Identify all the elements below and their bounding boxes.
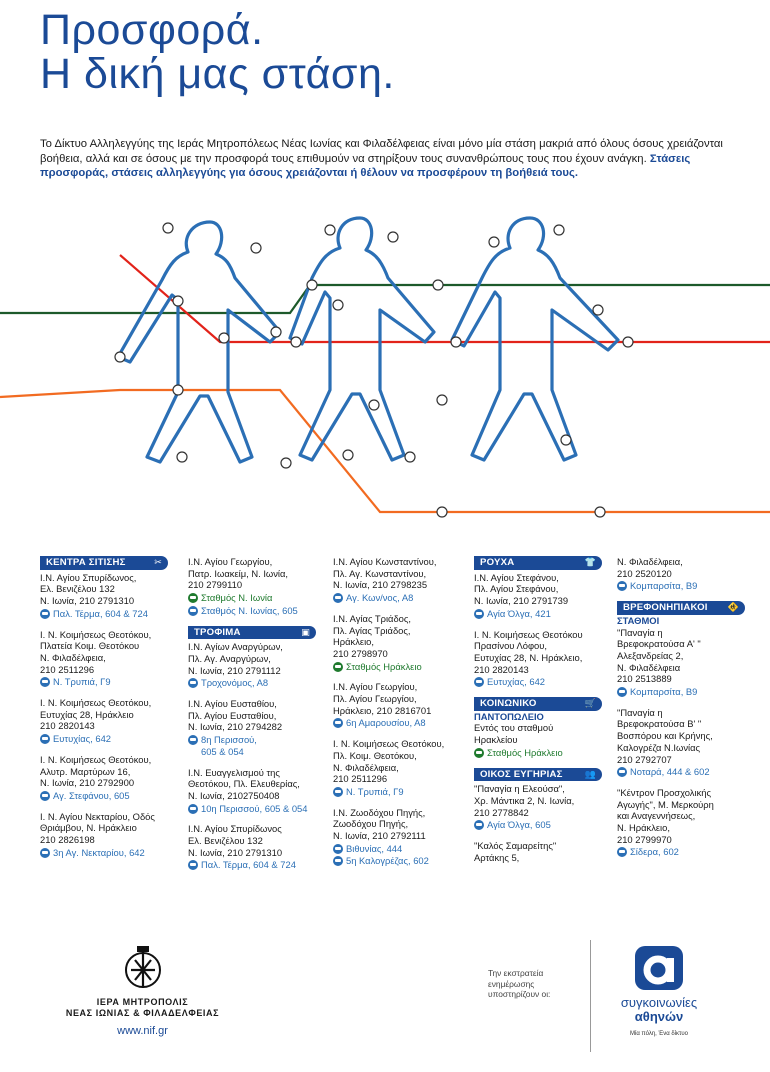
- oasa-logo-icon: [631, 946, 687, 990]
- bus-icon: [40, 609, 50, 619]
- bus-icon: [188, 735, 198, 745]
- list-item: "Παναγία η Ελεούσα", Χρ. Μάντικα 2, Ν. Ιωνία, 210 2778842 Αγία Όλγα, 605: [474, 783, 575, 831]
- figure-middle: [290, 218, 434, 460]
- list-item: Ι. Ν. Κοιμήσεως Θεοτόκου Πρασίνου Λόφου, Ευτυχίας 28, Ν. Ηράκλειο, 210 2820143 Ευτυχίας, 642: [474, 628, 583, 688]
- section-nurseries: [617, 601, 747, 858]
- column-2: [188, 556, 330, 880]
- bus-icon: [188, 606, 198, 616]
- metropolis-name: ΙΕΡΑ ΜΗΤΡΟΠΟΛΙΣ ΝΕΑΣ ΙΩΝΙΑΣ & ΦΙΛΑΔΕΛΦΕΙΑΣ: [65, 997, 220, 1018]
- metropolis-seal-icon: [123, 946, 163, 992]
- page-title: [40, 8, 395, 96]
- section-header-food: ΤΡΟΦΙΜΑ ▣: [188, 626, 316, 640]
- bus-icon: [40, 677, 50, 687]
- metro-line-green: [0, 285, 770, 313]
- shirt-icon: 👕: [584, 557, 596, 567]
- section-elderly-home: [474, 768, 614, 864]
- bus-icon: [40, 791, 50, 801]
- oasa-name-line-1: συγκοινωνίες: [620, 995, 698, 1010]
- bus-icon: [333, 844, 343, 854]
- title-line-1: Προσφορά.: [40, 6, 264, 54]
- section-header-social-grocery: ΚΟΙΝΩΝΙΚΟ 🛒: [474, 697, 602, 711]
- list-item: Ι. Ν. Κοιμήσεως Θεοτόκου, Αλυτρ. Μαρτύρων 16, Ν. Ιωνία, 210 2792900 Αγ. Στεφάνου, 605: [40, 753, 152, 801]
- figure-right: [452, 218, 618, 460]
- intro-paragraph: [40, 137, 740, 180]
- bus-icon: [474, 677, 484, 687]
- list-item: Ι.Ν. Αγίων Αναργύρων, Πλ. Αγ. Αναργύρων, Ν. Ιωνία, 210 2791112 Τροχονόμος, Α8: [188, 641, 283, 689]
- bus-icon: [474, 820, 484, 830]
- bus-icon: [617, 847, 627, 857]
- section-food: [188, 626, 330, 872]
- paper-dolls: [118, 218, 618, 462]
- section-subheader-social-grocery: ΠΑΝΤΟΠΩΛΕΙΟ: [474, 710, 544, 722]
- bus-icon: [333, 856, 343, 866]
- metro-icon: [188, 593, 198, 603]
- section-clothes: [474, 556, 614, 688]
- bus-icon: [474, 609, 484, 619]
- intro-highlight: Στάσεις προσφοράς, στάσεις αλληλεγγύης για όσους χρειάζονται ή θέλουν να προσφέρουν τη βοήθειά τους.: [40, 152, 691, 179]
- list-item: Ι. Ν. Αγίου Νεκταρίου, Οδός Θριάμβου, Ν. Ηράκλειο 210 2826198 3η Αγ. Νεκταρίου, 642: [40, 810, 155, 858]
- title-line-2: Η δική μας στάση.: [40, 50, 395, 98]
- metro-line-orange: [0, 390, 770, 512]
- list-item: Ι. Ν. Κοιμήσεως Θεοτόκου, Πλατεία Κοιμ. Θεοτόκου Ν. Φιλαδέλφεια, 210 2511296 Ν. Τρυπιά, Γ9: [40, 628, 152, 688]
- list-item: Ι.Ν. Ευαγγελισμού της Θεοτόκου, Πλ. Ελευθερίας, Ν. Ιωνία, 2102750408 10η Περισσού, 605 & 054: [188, 766, 308, 814]
- bus-icon: [617, 767, 627, 777]
- list-item: Ι.Ν. Αγίας Τριάδος, Πλ. Αγίας Τριάδος, Ηράκλειο, 210 2798970 Σταθμός Ηράκλειο: [333, 612, 422, 672]
- section-social-grocery: [474, 697, 614, 759]
- section-subheader-nurseries: ΣΤΑΘΜΟΙ: [617, 614, 660, 626]
- metro-icon: [474, 748, 484, 758]
- section-header-nurseries: ΒΡΕΦΟΝΗΠΙΑΚΟΙ 🚸: [617, 601, 745, 615]
- column-5: [617, 556, 747, 867]
- column-3: [333, 556, 471, 876]
- metropolis-logo-block: [30, 946, 255, 1037]
- list-item: Ι.Ν. Αγίου Στεφάνου, Πλ. Αγίου Στεφάνου, Ν. Ιωνία, 210 2791739 Αγία Όλγα, 421: [474, 571, 569, 619]
- list-item: "Παναγία η Βρεφοκρατούσα Β' " Βοσπόρου και Κρήνης, Καλογρέζα Ν.Ιωνίας 210 2792707 Νοταρά, 444 & 602: [617, 706, 713, 778]
- wallet-icon: ▣: [301, 626, 310, 637]
- website-link[interactable]: www.nif.gr: [117, 1025, 168, 1037]
- list-item: "Καλός Σαμαρείτης" Αρτάκης 5,: [474, 840, 557, 863]
- metro-line-red: [120, 255, 770, 342]
- metro-lines: [0, 255, 770, 512]
- oasa-logo-block: [604, 946, 714, 1037]
- section-header-clothes: ΡΟΥΧΑ 👕: [474, 556, 602, 570]
- divider: [590, 940, 591, 1052]
- bus-icon: [40, 848, 50, 858]
- sponsor-text: Την εκστρατεία ενημέρωσης υποστηρίζουν οι:: [488, 968, 551, 999]
- list-item: Ν. Φιλαδέλφεια, 210 2520120 Κομπαρσίτα, Β9: [617, 556, 698, 592]
- bus-icon: [333, 718, 343, 728]
- bus-icon: [333, 593, 343, 603]
- bus-icon: [333, 787, 343, 797]
- list-item: "Κέντρον Προσχολικής Αγωγής", Μ. Μερκούρη και Αναγεννήσεως, Ν. Ηράκλειο, 210 2799970 Σίδερα, 602: [617, 786, 714, 858]
- list-item: Ι.Ν. Αγίου Σπυρίδωνος, Ελ. Βενιζέλου 132 Ν. Ιωνία, 210 2791310 Παλ. Τέρμα, 604 & 724: [40, 571, 148, 619]
- list-item: Ι.Ν. Αγίου Γεωργίου, Πατρ. Ιωακείμ, Ν. Ιωνία, 210 2799110 Σταθμός Ν. Ιωνία Σταθμός Ν. Ιωνίας, 605: [188, 556, 298, 616]
- oasa-tagline: Μία πόλη, Ένα δίκτυο: [629, 1031, 688, 1037]
- list-item: "Παναγία η Βρεφοκρατούσα Α' " Αλεξανδρείας 2, Ν. Φιλαδέλφεια 210 2513889 Κομπαρσίτα, Β9: [617, 626, 701, 698]
- cart-icon: 🛒: [584, 698, 596, 709]
- column-4: [474, 556, 614, 872]
- column-1: [40, 556, 180, 867]
- list-item: Ι.Ν. Αγίου Σπυρίδωνος Ελ. Βενιζέλου 132 Ν. Ιωνία, 210 2791310 Παλ. Τέρμα, 604 & 724: [188, 823, 296, 871]
- bus-icon: [617, 687, 627, 697]
- list-item: Ι.Ν. Αγίου Γεωργίου, Πλ. Αγίου Γεωργίου, Ηράκλειο, 210 2816701 6η Αμαρουσίου, Α8: [333, 681, 432, 729]
- list-item: Ι.Ν. Αγίου Κωνσταντίνου, Πλ. Αγ. Κωνσταντίνου, Ν. Ιωνία, 210 2798235 Αγ. Κων/νος, Α8: [333, 556, 437, 604]
- cutlery-icon: ✂: [154, 557, 162, 567]
- list-item: Ι. Ν. Κοιμήσεως Θεοτόκου, Πλ. Κοιμ. Θεοτόκου, Ν. Φιλαδέλφεια, 210 2511296 Ν. Τρυπιά, Γ9: [333, 738, 445, 797]
- bus-icon: [617, 581, 627, 591]
- intro-text: Το Δίκτυο Αλληλεγγύης της Ιεράς Μητροπόλεως Νέας Ιωνίας και Φιλαδέλφειας είναι μόνο μία στάση μακριά από όλους όσους χρειάζονται βοήθεια, αλλά και σε όσους με την προσφορά τους επιθυμούν να στηρίξουν τους συνανθρώπους τους που έχουν ανάγκη.: [40, 138, 723, 165]
- elders-icon: 👥: [584, 768, 596, 779]
- list-item: Ι.Ν. Αγίου Ευσταθίου, Πλ. Αγίου Ευσταθίου, Ν. Ιωνία, 210 2794282 8η Περισσού, 605 & 054: [188, 698, 283, 757]
- section-meals: [40, 556, 180, 858]
- section-header-elderly-home: ΟΙΚΟΣ ΕΥΓΗΡΙΑΣ 👥: [474, 768, 602, 782]
- section-header-meals: ΚΕΝΤΡΑ ΣΙΤΙΣΗΣ ✂: [40, 556, 168, 570]
- children-icon: 🚸: [727, 602, 739, 613]
- list-item: Ι. Ν. Κοιμήσεως Θεοτόκου, Ευτυχίας 28, Ηράκλειο 210 2820143 Ευτυχίας, 642: [40, 697, 152, 745]
- bus-icon: [188, 678, 198, 688]
- list-item: Εντός του σταθμού Ηρακλείου Σταθμός Ηράκλειο: [474, 722, 563, 758]
- bus-icon: [188, 860, 198, 870]
- figures-metro-illustration: [0, 200, 770, 530]
- metro-icon: [333, 662, 343, 672]
- bus-icon: [40, 734, 50, 744]
- list-item: Ι.Ν. Ζωοδόχου Πηγής, Ζωοδόχου Πηγής, Ν. Ιωνία, 210 2792111 Βιθυνίας, 444 5η Καλογρέζας, 602: [333, 806, 429, 867]
- oasa-name-line-2: αθηνών: [634, 1009, 684, 1024]
- bus-icon: [188, 804, 198, 814]
